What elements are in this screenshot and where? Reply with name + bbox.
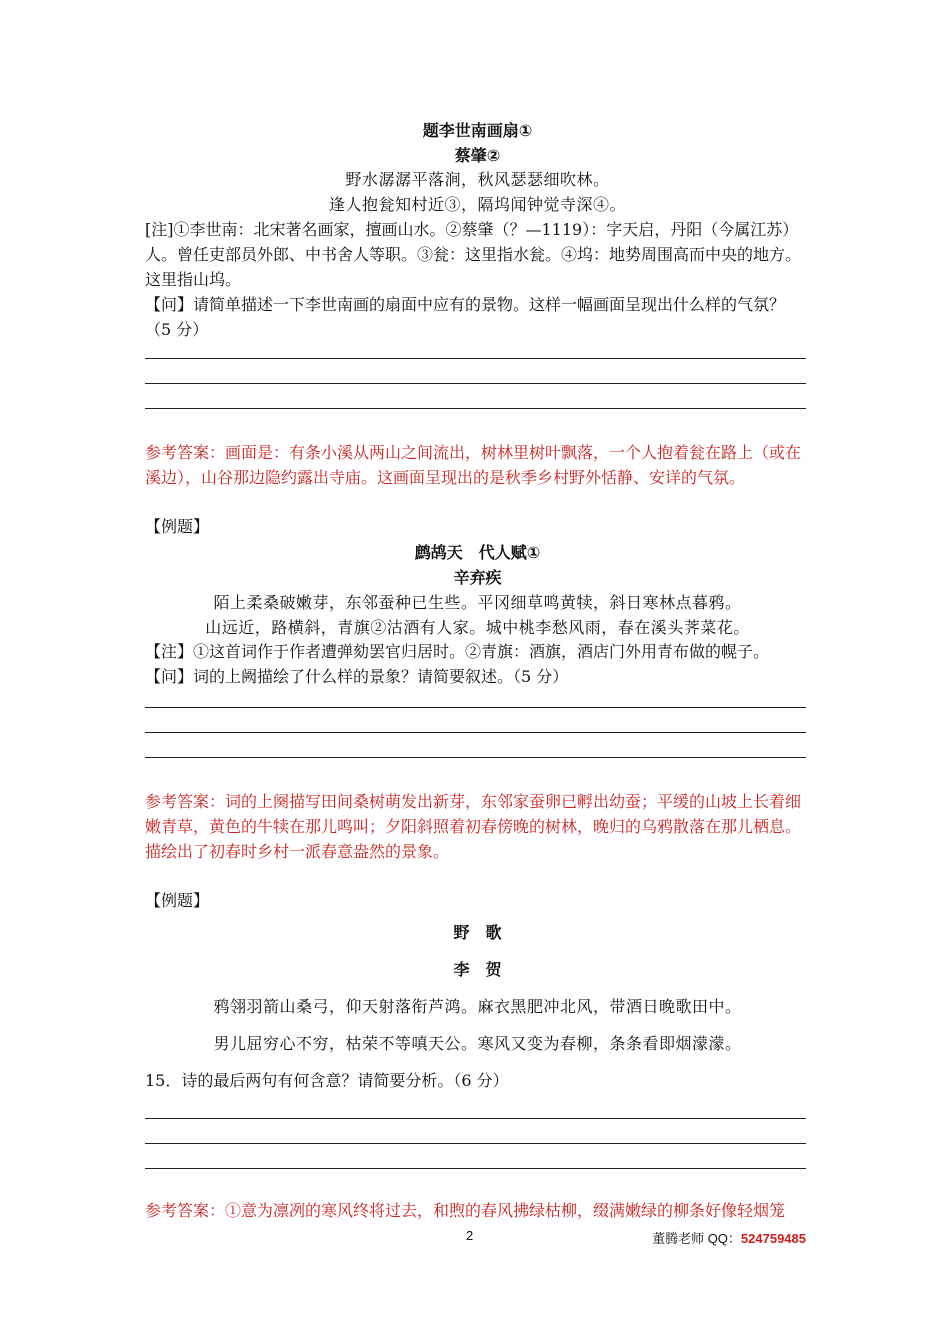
answer-line [145,1143,806,1144]
answer-line [145,1168,806,1169]
poem-author: 辛弃疾 [453,568,502,587]
question-text: 【问】请简单描述一下李世南画的扇面中应有的景物。这样一幅画面呈现出什么样的气氛？（5 分） [145,295,786,339]
example-label: 【例题】 [145,517,210,536]
teacher-label: 董腾老师 QQ： [652,1231,741,1246]
answer-line [145,1118,806,1119]
answer-line [145,383,806,384]
annotation-note: [注]①李世南：北宋著名画家，擅画山水。②蔡肇（？—1119）：字天启，丹阳（今属江苏）人。曾任吏部员外郎、中书舍人等职。③瓮：这里指水瓮。④坞：地势周围高而中央的地方。这里指山坞。 [145,220,802,289]
poem-line: 山远近，路横斜，青旗②沽酒有人家。城中桃李愁风雨，春在溪头荠菜花。 [205,618,750,637]
reference-answer: 参考答案：①意为凛冽的寒风终将过去，和煦的春风拂绿枯柳，缀满嫩绿的柳条好像轻烟笼 [145,1201,786,1220]
poem-author: 李 贺 [453,960,502,979]
annotation-note: 【注】①这首词作于作者遭弹劾罢官归居时。②青旗：酒旗，酒店门外用青布做的幌子。 [145,642,770,661]
answer-line [145,358,806,359]
answer-line [145,408,806,409]
poem-author: 蔡肇② [454,146,501,165]
poem-line: 鸦翎羽箭山桑弓，仰天射落衔芦鸿。麻衣黑肥冲北风，带酒日晚歌田中。 [213,997,742,1016]
page-number: 2 [466,1228,474,1243]
poem-title: 题李世南画扇① [422,121,533,140]
teacher-contact [652,1228,806,1247]
poem-line: 逢人抱瓮知村近③，隔坞闻钟觉寺深④。 [328,195,626,214]
poem-title: 鹧鸪天 代人赋① [414,543,541,562]
question-text: 15．诗的最后两句有何含意？请简要分析。（6 分） [145,1071,509,1090]
answer-line [145,757,806,758]
poem-title: 野 歌 [453,923,502,942]
poem-line: 野水潺潺平落涧，秋风瑟瑟细吹林。 [345,170,610,189]
answer-line [145,707,806,708]
example-label: 【例题】 [145,891,210,910]
answer-line [145,732,806,733]
qq-number: 524759485 [740,1231,806,1246]
reference-answer: 参考答案：画面是：有条小溪从两山之间流出，树林里树叶飘落，一个人抱着瓮在路上（或在溪边），山谷那边隐约露出寺庙。这画面呈现出的是秋季乡村野外恬静、安详的气氛。 [145,443,802,487]
reference-answer: 参考答案：词的上阕描写田间桑树萌发出新芽，东邻家蚕卵已孵出幼蚕；平缓的山坡上长着细嫩青草，黄色的牛犊在那儿鸣叫；夕阳斜照着初春傍晚的树林，晚归的乌鸦散落在那儿栖息。描绘出了初春时乡村一派春意盎然的景象。 [145,792,802,861]
poem-line: 男儿屈穷心不穷，枯荣不等嗔天公。寒风又变为春柳，条条看即烟濛濛。 [213,1034,742,1053]
question-text: 【问】词的上阙描绘了什么样的景象？请简要叙述。（5 分） [145,667,569,686]
poem-line: 陌上柔桑破嫩芽，东邻蚕种已生些。平冈细草鸣黄犊，斜日寒林点暮鸦。 [213,593,742,612]
